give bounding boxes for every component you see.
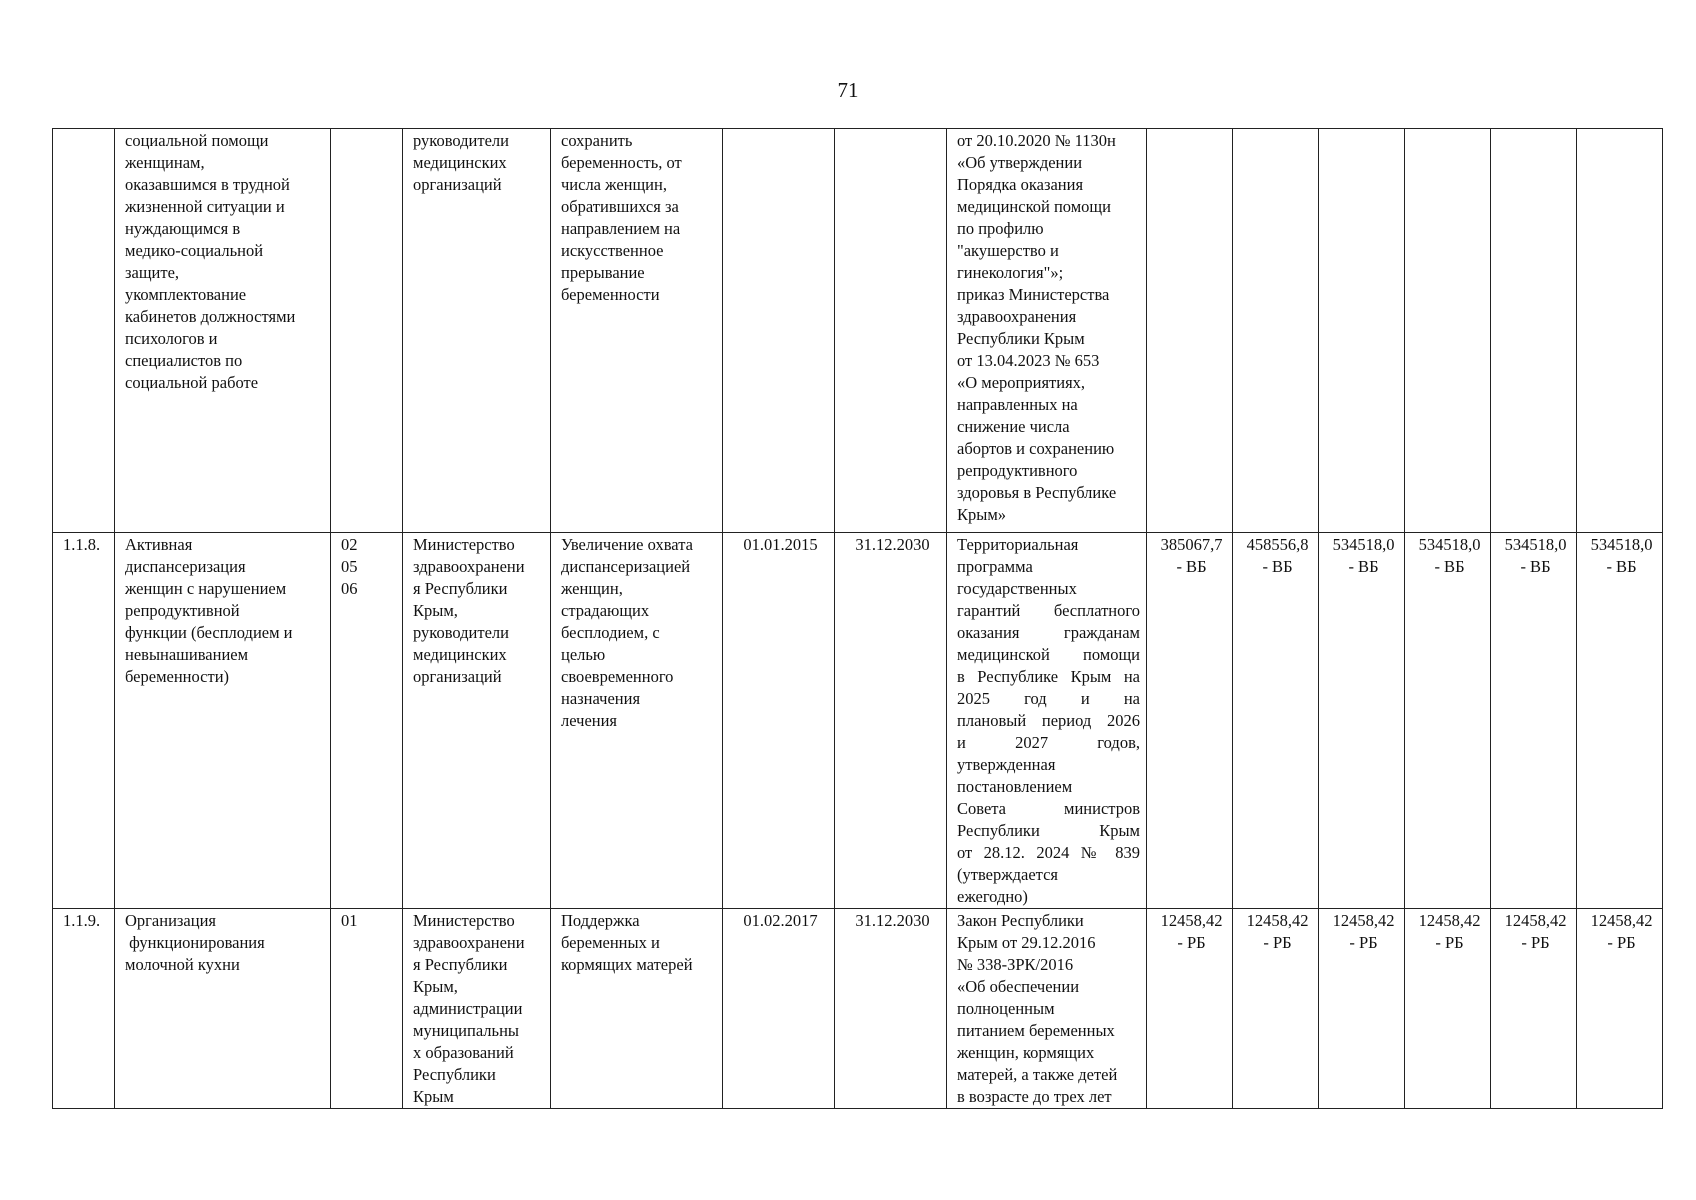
legal-basis-cell-line: гинекология"»;: [957, 263, 1064, 282]
legal-basis-cell-line: медицинской помощи: [957, 645, 1140, 664]
activity-cell-line: Активная: [125, 535, 193, 554]
legal-basis-cell-line: полноценным: [957, 999, 1055, 1018]
activity-cell-line: невынашиванием: [125, 645, 249, 664]
codes-cell-line: 05: [341, 557, 358, 576]
result-cell: [551, 129, 723, 533]
funding-cell-year-3: [1319, 129, 1405, 533]
activity-cell-line: укомплектование: [125, 285, 247, 304]
legal-basis-cell-line: здоровья в Республике: [957, 483, 1117, 502]
executor-cell: [403, 129, 551, 533]
legal-basis-cell-line: и 2027 годов,: [957, 733, 1140, 752]
legal-basis-cell-line: Республики Крым: [957, 821, 1140, 840]
executor-cell: [403, 533, 551, 909]
executor-cell-line: Министерство: [413, 911, 515, 930]
legal-basis-cell-line: Закон Республики: [957, 911, 1084, 930]
legal-basis-cell-line: «Об утверждении: [957, 153, 1083, 172]
end-date-cell: [835, 129, 947, 533]
executor-cell: [403, 909, 551, 1109]
legal-basis-cell-line: от 13.04.2023 № 653: [957, 351, 1100, 370]
executor-cell-line: Республики: [413, 1065, 496, 1084]
activity-cell-line: нуждающимся в: [125, 219, 241, 238]
activity-cell-line: оказавшимся в трудной: [125, 175, 290, 194]
result-cell-line: страдающих: [561, 601, 650, 620]
end-date-cell: 31.12.2030: [835, 909, 947, 1109]
legal-basis-cell: [947, 129, 1147, 533]
funding-cell-year-4: [1405, 129, 1491, 533]
legal-basis-cell-line: «О мероприятиях,: [957, 373, 1086, 392]
result-cell-line: направлением на: [561, 219, 681, 238]
legal-basis-cell-line: Республики Крым: [957, 329, 1085, 348]
result-cell-line: своевременного: [561, 667, 674, 686]
executor-cell-line: я Республики: [413, 955, 508, 974]
legal-basis-cell: [947, 909, 1147, 1109]
legal-basis-cell-line: (утверждается: [957, 865, 1058, 884]
executor-cell-line: руководители: [413, 131, 509, 150]
legal-basis-cell-line: матерей, а также детей: [957, 1065, 1118, 1084]
page-number: 71: [837, 78, 859, 102]
row-number-cell: 1.1.8.: [53, 533, 115, 909]
funding-cell-year-6: [1577, 129, 1663, 533]
result-cell-line: прерывание: [561, 263, 645, 282]
activity-cell: [115, 909, 331, 1109]
activity-cell: [115, 129, 331, 533]
legal-basis-cell-line: снижение числа: [957, 417, 1070, 436]
legal-basis-cell-line: направленных на: [957, 395, 1078, 414]
funding-cell-year-2: 458556,8 - ВБ: [1233, 533, 1319, 909]
codes-cell: [331, 129, 403, 533]
program-activities-table: [52, 128, 1663, 1109]
result-cell-line: числа женщин,: [561, 175, 667, 194]
result-cell-line: диспансеризацией: [561, 557, 691, 576]
legal-basis-cell-line: Территориальная: [957, 535, 1079, 554]
legal-basis-cell: [947, 533, 1147, 909]
result-cell-line: беременность, от: [561, 153, 682, 172]
legal-basis-cell-line: по профилю: [957, 219, 1044, 238]
result-cell-line: обратившихся за: [561, 197, 679, 216]
legal-basis-cell-line: здравоохранения: [957, 307, 1077, 326]
legal-basis-cell-line: женщин, кормящих: [957, 1043, 1095, 1062]
executor-cell-line: организаций: [413, 667, 502, 686]
activity-cell-line: медико-социальной: [125, 241, 264, 260]
legal-basis-cell-line: программа: [957, 557, 1033, 576]
funding-cell-year-1: 385067,7 - ВБ: [1147, 533, 1233, 909]
executor-cell-line: Крым,: [413, 601, 458, 620]
legal-basis-cell-line: № 338-ЗРК/2016: [957, 955, 1074, 974]
start-date-cell: 01.02.2017: [723, 909, 835, 1109]
funding-cell-year-6: 534518,0 - ВБ: [1577, 533, 1663, 909]
result-cell-line: назначения: [561, 689, 641, 708]
legal-basis-cell-line: от 28.12. 2024 № 839: [957, 843, 1140, 862]
activity-cell-line: репродуктивной: [125, 601, 240, 620]
legal-basis-cell-line: постановлением: [957, 777, 1073, 796]
legal-basis-cell-line: плановый период 2026: [957, 711, 1140, 730]
activity-cell-line: социальной работе: [125, 373, 259, 392]
funding-cell-year-2: [1233, 129, 1319, 533]
result-cell: [551, 533, 723, 909]
codes-cell-line: 01: [341, 911, 358, 930]
funding-cell-year-2: 12458,42 - РБ: [1233, 909, 1319, 1109]
activity-cell-line: специалистов по: [125, 351, 243, 370]
activity-cell-line: социальной помощи: [125, 131, 269, 150]
legal-basis-cell-line: питанием беременных: [957, 1021, 1115, 1040]
funding-cell-year-1: 12458,42 - РБ: [1147, 909, 1233, 1109]
end-date-cell: 31.12.2030: [835, 533, 947, 909]
executor-cell-line: организаций: [413, 175, 502, 194]
activity-cell-line: беременности): [125, 667, 230, 686]
result-cell-line: Поддержка: [561, 911, 640, 930]
funding-cell-year-5: 534518,0 - ВБ: [1491, 533, 1577, 909]
executor-cell-line: медицинских: [413, 645, 507, 664]
executor-cell-line: медицинских: [413, 153, 507, 172]
executor-cell-line: Министерство: [413, 535, 515, 554]
legal-basis-cell-line: абортов и сохранению: [957, 439, 1115, 458]
result-cell-line: беременности: [561, 285, 660, 304]
legal-basis-cell-line: гарантий бесплатного: [957, 601, 1140, 620]
funding-cell-year-5: 12458,42 - РБ: [1491, 909, 1577, 1109]
funding-cell-year-3: 12458,42 - РБ: [1319, 909, 1405, 1109]
row-number-cell: [53, 129, 115, 533]
result-cell-line: бесплодием, с: [561, 623, 660, 642]
result-cell-line: лечения: [561, 711, 618, 730]
activity-cell-line: женщинам,: [125, 153, 205, 172]
activity-cell-line: жизненной ситуации и: [125, 197, 285, 216]
activity-cell-line: кабинетов должностями: [125, 307, 296, 326]
activity-cell-line: Организация: [125, 911, 217, 930]
funding-cell-year-3: 534518,0 - ВБ: [1319, 533, 1405, 909]
legal-basis-cell-line: Крым»: [957, 505, 1007, 524]
activity-cell: [115, 533, 331, 909]
result-cell-line: кормящих матерей: [561, 955, 693, 974]
executor-cell-line: здравоохранени: [413, 557, 525, 576]
start-date-cell: [723, 129, 835, 533]
legal-basis-cell-line: от 20.10.2020 № 1130н: [957, 131, 1116, 150]
legal-basis-cell-line: государственных: [957, 579, 1077, 598]
executor-cell-line: х образований: [413, 1043, 514, 1062]
legal-basis-cell-line: «Об обеспечении: [957, 977, 1080, 996]
legal-basis-cell-line: медицинской помощи: [957, 197, 1111, 216]
legal-basis-cell-line: ежегодно): [957, 887, 1028, 906]
funding-cell-year-1: [1147, 129, 1233, 533]
activity-cell-line: молочной кухни: [125, 955, 240, 974]
executor-cell-line: Крым: [413, 1087, 454, 1106]
result-cell-line: искусственное: [561, 241, 664, 260]
legal-basis-cell-line: "акушерство и: [957, 241, 1059, 260]
legal-basis-cell-line: в возрасте до трех лет: [957, 1087, 1112, 1106]
executor-cell-line: я Республики: [413, 579, 508, 598]
activity-cell-line: диспансеризация: [125, 557, 246, 576]
executor-cell-line: руководители: [413, 623, 509, 642]
executor-cell-line: администрации: [413, 999, 523, 1018]
executor-cell-line: здравоохранени: [413, 933, 525, 952]
codes-cell-line: 06: [341, 579, 358, 598]
funding-cell-year-6: 12458,42 - РБ: [1577, 909, 1663, 1109]
result-cell-line: целью: [561, 645, 606, 664]
activity-cell-line: защите,: [125, 263, 180, 282]
legal-basis-cell-line: Порядка оказания: [957, 175, 1084, 194]
result-cell-line: женщин,: [561, 579, 623, 598]
table-row: [53, 129, 1663, 533]
result-cell-line: сохранить: [561, 131, 633, 150]
executor-cell-line: муниципальны: [413, 1021, 519, 1040]
codes-cell: [331, 533, 403, 909]
funding-cell-year-4: 12458,42 - РБ: [1405, 909, 1491, 1109]
activity-cell-line: функции (бесплодием и: [125, 623, 293, 642]
funding-cell-year-4: 534518,0 - ВБ: [1405, 533, 1491, 909]
activity-cell-line: функционирования: [125, 933, 265, 952]
table-row: [53, 533, 1663, 909]
legal-basis-cell-line: утвержденная: [957, 755, 1056, 774]
funding-cell-year-5: [1491, 129, 1577, 533]
executor-cell-line: Крым,: [413, 977, 458, 996]
codes-cell: [331, 909, 403, 1109]
legal-basis-cell-line: в Республике Крым на: [957, 667, 1140, 686]
result-cell: [551, 909, 723, 1109]
result-cell-line: Увеличение охвата: [561, 535, 693, 554]
legal-basis-cell-line: приказ Министерства: [957, 285, 1110, 304]
legal-basis-cell-line: Крым от 29.12.2016: [957, 933, 1096, 952]
codes-cell-line: 02: [341, 535, 358, 554]
table-row: [53, 909, 1663, 1109]
legal-basis-cell-line: 2025 год и на: [957, 689, 1140, 708]
row-number-cell: 1.1.9.: [53, 909, 115, 1109]
result-cell-line: беременных и: [561, 933, 660, 952]
legal-basis-cell-line: репродуктивного: [957, 461, 1078, 480]
start-date-cell: 01.01.2015: [723, 533, 835, 909]
legal-basis-cell-line: Совета министров: [957, 799, 1140, 818]
activity-cell-line: женщин с нарушением: [125, 579, 287, 598]
activity-cell-line: психологов и: [125, 329, 218, 348]
legal-basis-cell-line: оказания гражданам: [957, 623, 1140, 642]
